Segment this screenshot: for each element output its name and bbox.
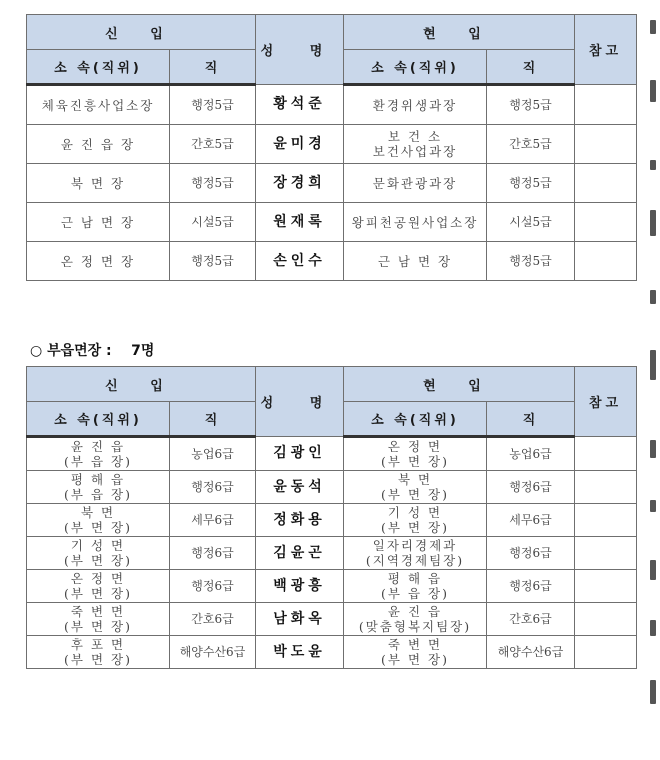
cell-name: 백광흥 [256, 570, 344, 603]
table-row [27, 570, 637, 603]
appointment-table-directors [26, 14, 637, 281]
cell-current-rank: 해양수산6급 [487, 636, 575, 669]
cell-name: 윤미경 [256, 125, 344, 164]
table-row [27, 85, 637, 125]
cell-note [575, 242, 637, 281]
cell-current-unit: 환경위생과장 [344, 85, 487, 125]
header-note: 참고 [575, 15, 637, 85]
cell-new-unit: 윤 진 읍 (부 읍 장) [27, 437, 170, 471]
cell-new-rank: 해양수산6급 [170, 636, 256, 669]
cell-current-unit: 일자리경제과 (지역경제팀장) [344, 537, 487, 570]
header-new-post: 신 입 [27, 367, 256, 402]
cell-name: 김윤곤 [256, 537, 344, 570]
cell-new-rank: 행정5급 [170, 85, 256, 125]
table-row [27, 603, 637, 636]
cell-new-rank: 행정5급 [170, 242, 256, 281]
header-current-unit: 소 속(직위) [344, 402, 487, 437]
cell-current-rank: 농업6급 [487, 437, 575, 471]
cell-current-rank: 세무6급 [487, 504, 575, 537]
header-current-rank: 직 [487, 50, 575, 85]
cell-note [575, 504, 637, 537]
cell-note [575, 570, 637, 603]
cell-new-unit: 기 성 면 (부 면 장) [27, 537, 170, 570]
section-heading [30, 340, 154, 360]
header-current-unit: 소 속(직위) [344, 50, 487, 85]
cell-current-rank: 시설5급 [487, 203, 575, 242]
cell-name: 박도윤 [256, 636, 344, 669]
cell-note [575, 471, 637, 504]
cell-new-rank: 시설5급 [170, 203, 256, 242]
cell-new-rank: 세무6급 [170, 504, 256, 537]
cell-note [575, 125, 637, 164]
cell-name: 원재록 [256, 203, 344, 242]
table-row [27, 125, 637, 164]
table-row [27, 636, 637, 669]
cell-current-unit: 윤 진 읍 (맞춤형복지팀장) [344, 603, 487, 636]
page-edge-scan-marks [648, 20, 658, 740]
cell-name: 정화용 [256, 504, 344, 537]
cell-current-unit: 왕피천공원사업소장 [344, 203, 487, 242]
cell-note [575, 636, 637, 669]
header-current-post: 현 입 [344, 367, 575, 402]
cell-note [575, 603, 637, 636]
cell-new-rank: 농업6급 [170, 437, 256, 471]
cell-current-unit: 온 정 면 (부 면 장) [344, 437, 487, 471]
header-new-rank: 직 [170, 402, 256, 437]
table-row [27, 203, 637, 242]
section-title: ○ 부읍면장 : [30, 343, 112, 359]
cell-new-unit: 죽 변 면 (부 면 장) [27, 603, 170, 636]
header-note: 참고 [575, 367, 637, 437]
header-new-rank: 직 [170, 50, 256, 85]
cell-note [575, 85, 637, 125]
cell-new-unit: 북 면 (부 면 장) [27, 504, 170, 537]
cell-new-unit: 평 해 읍 (부 읍 장) [27, 471, 170, 504]
table-body [27, 85, 637, 281]
cell-new-rank: 간호6급 [170, 603, 256, 636]
cell-name: 손인수 [256, 242, 344, 281]
cell-name: 장경희 [256, 164, 344, 203]
cell-note [575, 203, 637, 242]
header-new-post: 신 입 [27, 15, 256, 50]
cell-new-unit: 체육진흥사업소장 [27, 85, 170, 125]
header-name: 성 명 [256, 367, 344, 437]
cell-new-unit: 윤 진 읍 장 [27, 125, 170, 164]
cell-current-rank: 간호6급 [487, 603, 575, 636]
cell-note [575, 537, 637, 570]
table-row [27, 504, 637, 537]
header-current-post: 현 입 [344, 15, 575, 50]
header-name: 성 명 [256, 15, 344, 85]
cell-new-unit: 근 남 면 장 [27, 203, 170, 242]
cell-note [575, 437, 637, 471]
cell-name: 윤동석 [256, 471, 344, 504]
cell-current-unit: 평 해 읍 (부 읍 장) [344, 570, 487, 603]
cell-current-unit: 보 건 소 보건사업과장 [344, 125, 487, 164]
cell-new-rank: 행정6급 [170, 537, 256, 570]
section-count: 7명 [131, 343, 155, 359]
table-body [27, 437, 637, 669]
cell-current-unit: 문화관광과장 [344, 164, 487, 203]
table-row [27, 164, 637, 203]
cell-current-unit: 죽 변 면 (부 면 장) [344, 636, 487, 669]
cell-current-rank: 행정6급 [487, 537, 575, 570]
cell-current-rank: 행정5급 [487, 164, 575, 203]
cell-current-rank: 행정6급 [487, 471, 575, 504]
header-new-unit: 소 속(직위) [27, 402, 170, 437]
cell-current-rank: 행정5급 [487, 242, 575, 281]
header-current-rank: 직 [487, 402, 575, 437]
cell-name: 황석준 [256, 85, 344, 125]
header-new-unit: 소 속(직위) [27, 50, 170, 85]
table-row [27, 242, 637, 281]
appointment-table-deputies [26, 366, 637, 669]
cell-current-unit: 근 남 면 장 [344, 242, 487, 281]
cell-new-unit: 온 정 면 (부 면 장) [27, 570, 170, 603]
cell-note [575, 164, 637, 203]
cell-name: 남화옥 [256, 603, 344, 636]
cell-name: 김광인 [256, 437, 344, 471]
cell-current-unit: 북 면 (부 면 장) [344, 471, 487, 504]
cell-current-rank: 행정5급 [487, 85, 575, 125]
cell-new-unit: 온 정 면 장 [27, 242, 170, 281]
cell-new-unit: 북 면 장 [27, 164, 170, 203]
table-row [27, 471, 637, 504]
cell-current-rank: 간호5급 [487, 125, 575, 164]
cell-new-rank: 행정5급 [170, 164, 256, 203]
cell-new-rank: 행정6급 [170, 570, 256, 603]
cell-current-unit: 기 성 면 (부 면 장) [344, 504, 487, 537]
cell-new-rank: 행정6급 [170, 471, 256, 504]
cell-new-unit: 후 포 면 (부 면 장) [27, 636, 170, 669]
cell-current-rank: 행정6급 [487, 570, 575, 603]
table-row [27, 437, 637, 471]
cell-new-rank: 간호5급 [170, 125, 256, 164]
table-row [27, 537, 637, 570]
